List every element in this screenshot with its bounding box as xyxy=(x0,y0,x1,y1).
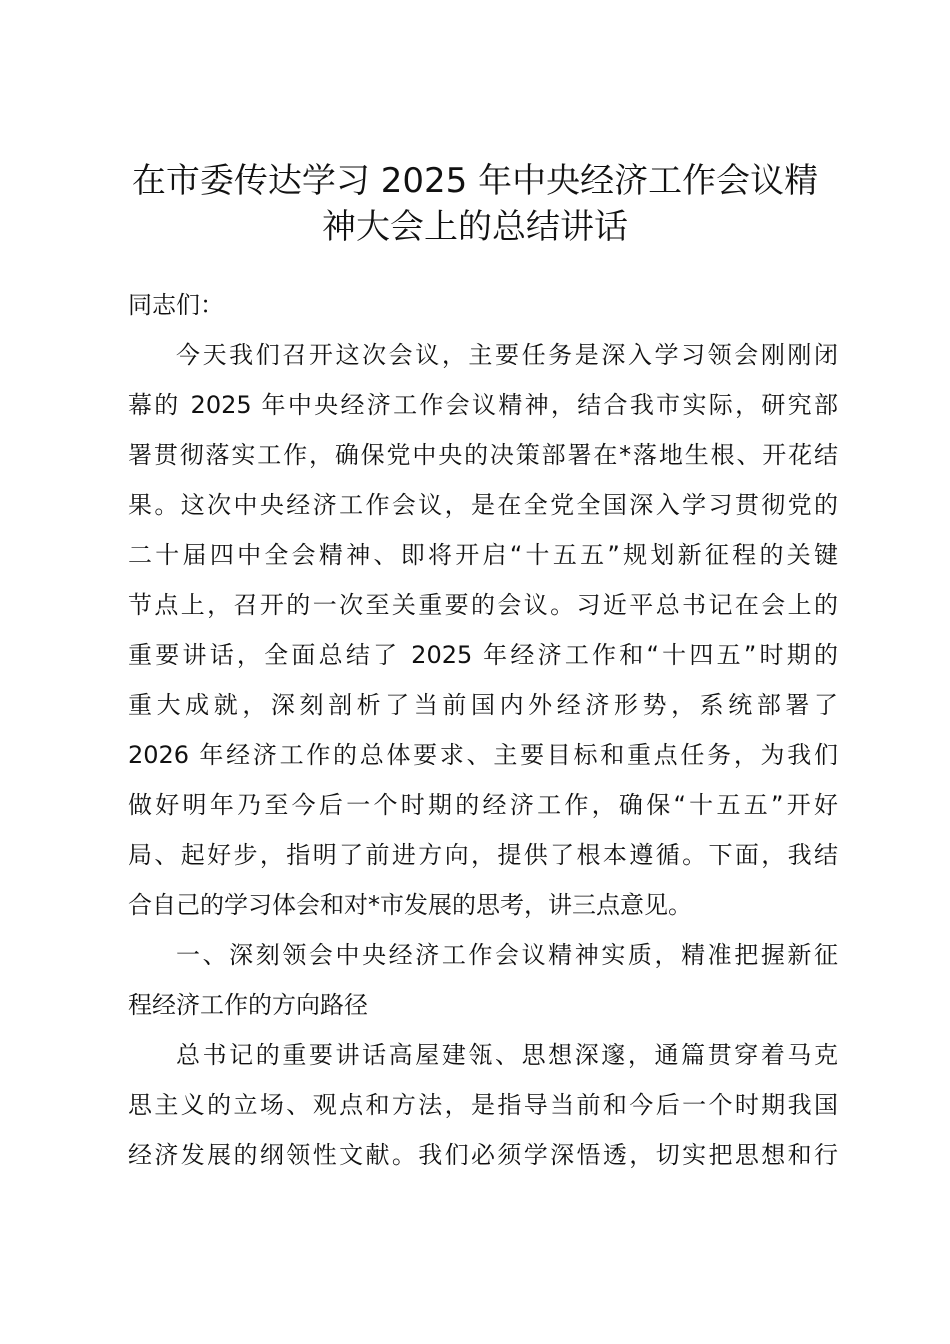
paragraph-line: 思主义的立场、观点和方法，是指导当前和今后一个时期我国 xyxy=(128,1091,838,1119)
document-title xyxy=(100,158,850,250)
paragraph-line: 2026 年经济工作的总体要求、主要目标和重点任务，为我们 xyxy=(128,741,838,769)
paragraph-line: 今天我们召开这次会议，主要任务是深入学习领会刚刚闭 xyxy=(176,341,838,369)
title-line-1: 在市委传达学习 2025 年中央经济工作会议精 xyxy=(131,161,819,201)
paragraph-line: 总书记的重要讲话高屋建瓴、思想深邃，通篇贯穿着马克 xyxy=(176,1041,838,1069)
salutation: 同志们： xyxy=(128,291,224,319)
paragraph-line: 署贯彻落实工作，确保党中央的决策部署在*落地生根、开花结 xyxy=(128,441,838,469)
paragraph-line: 合自己的学习体会和对*市发展的思考，讲三点意见。 xyxy=(128,891,692,919)
paragraph-line: 果。这次中央经济工作会议，是在全党全国深入学习贯彻党的 xyxy=(128,491,838,519)
paragraph-line: 二十届四中全会精神、即将开启“十五五”规划新征程的关键 xyxy=(128,541,838,569)
heading-line: 一、深刻领会中央经济工作会议精神实质，精准把握新征 xyxy=(176,941,838,969)
paragraph-line: 重大成就，深刻剖析了当前国内外经济形势，系统部署了 xyxy=(128,691,838,719)
title-line-2: 神大会上的总结讲话 xyxy=(322,207,628,247)
paragraph-line: 做好明年乃至今后一个时期的经济工作，确保“十五五”开好 xyxy=(128,791,838,819)
paragraph-line: 幕的 2025 年中央经济工作会议精神，结合我市实际，研究部 xyxy=(128,391,838,419)
paragraph-line: 节点上，召开的一次至关重要的会议。习近平总书记在会上的 xyxy=(128,591,838,619)
paragraph-line: 经济发展的纲领性文献。我们必须学深悟透，切实把思想和行 xyxy=(128,1141,838,1169)
paragraph-line: 局、起好步，指明了前进方向，提供了根本遵循。下面，我结 xyxy=(128,841,838,869)
paragraph-line: 重要讲话，全面总结了 2025 年经济工作和“十四五”时期的 xyxy=(128,641,838,669)
heading-line: 程经济工作的方向路径 xyxy=(128,991,368,1019)
